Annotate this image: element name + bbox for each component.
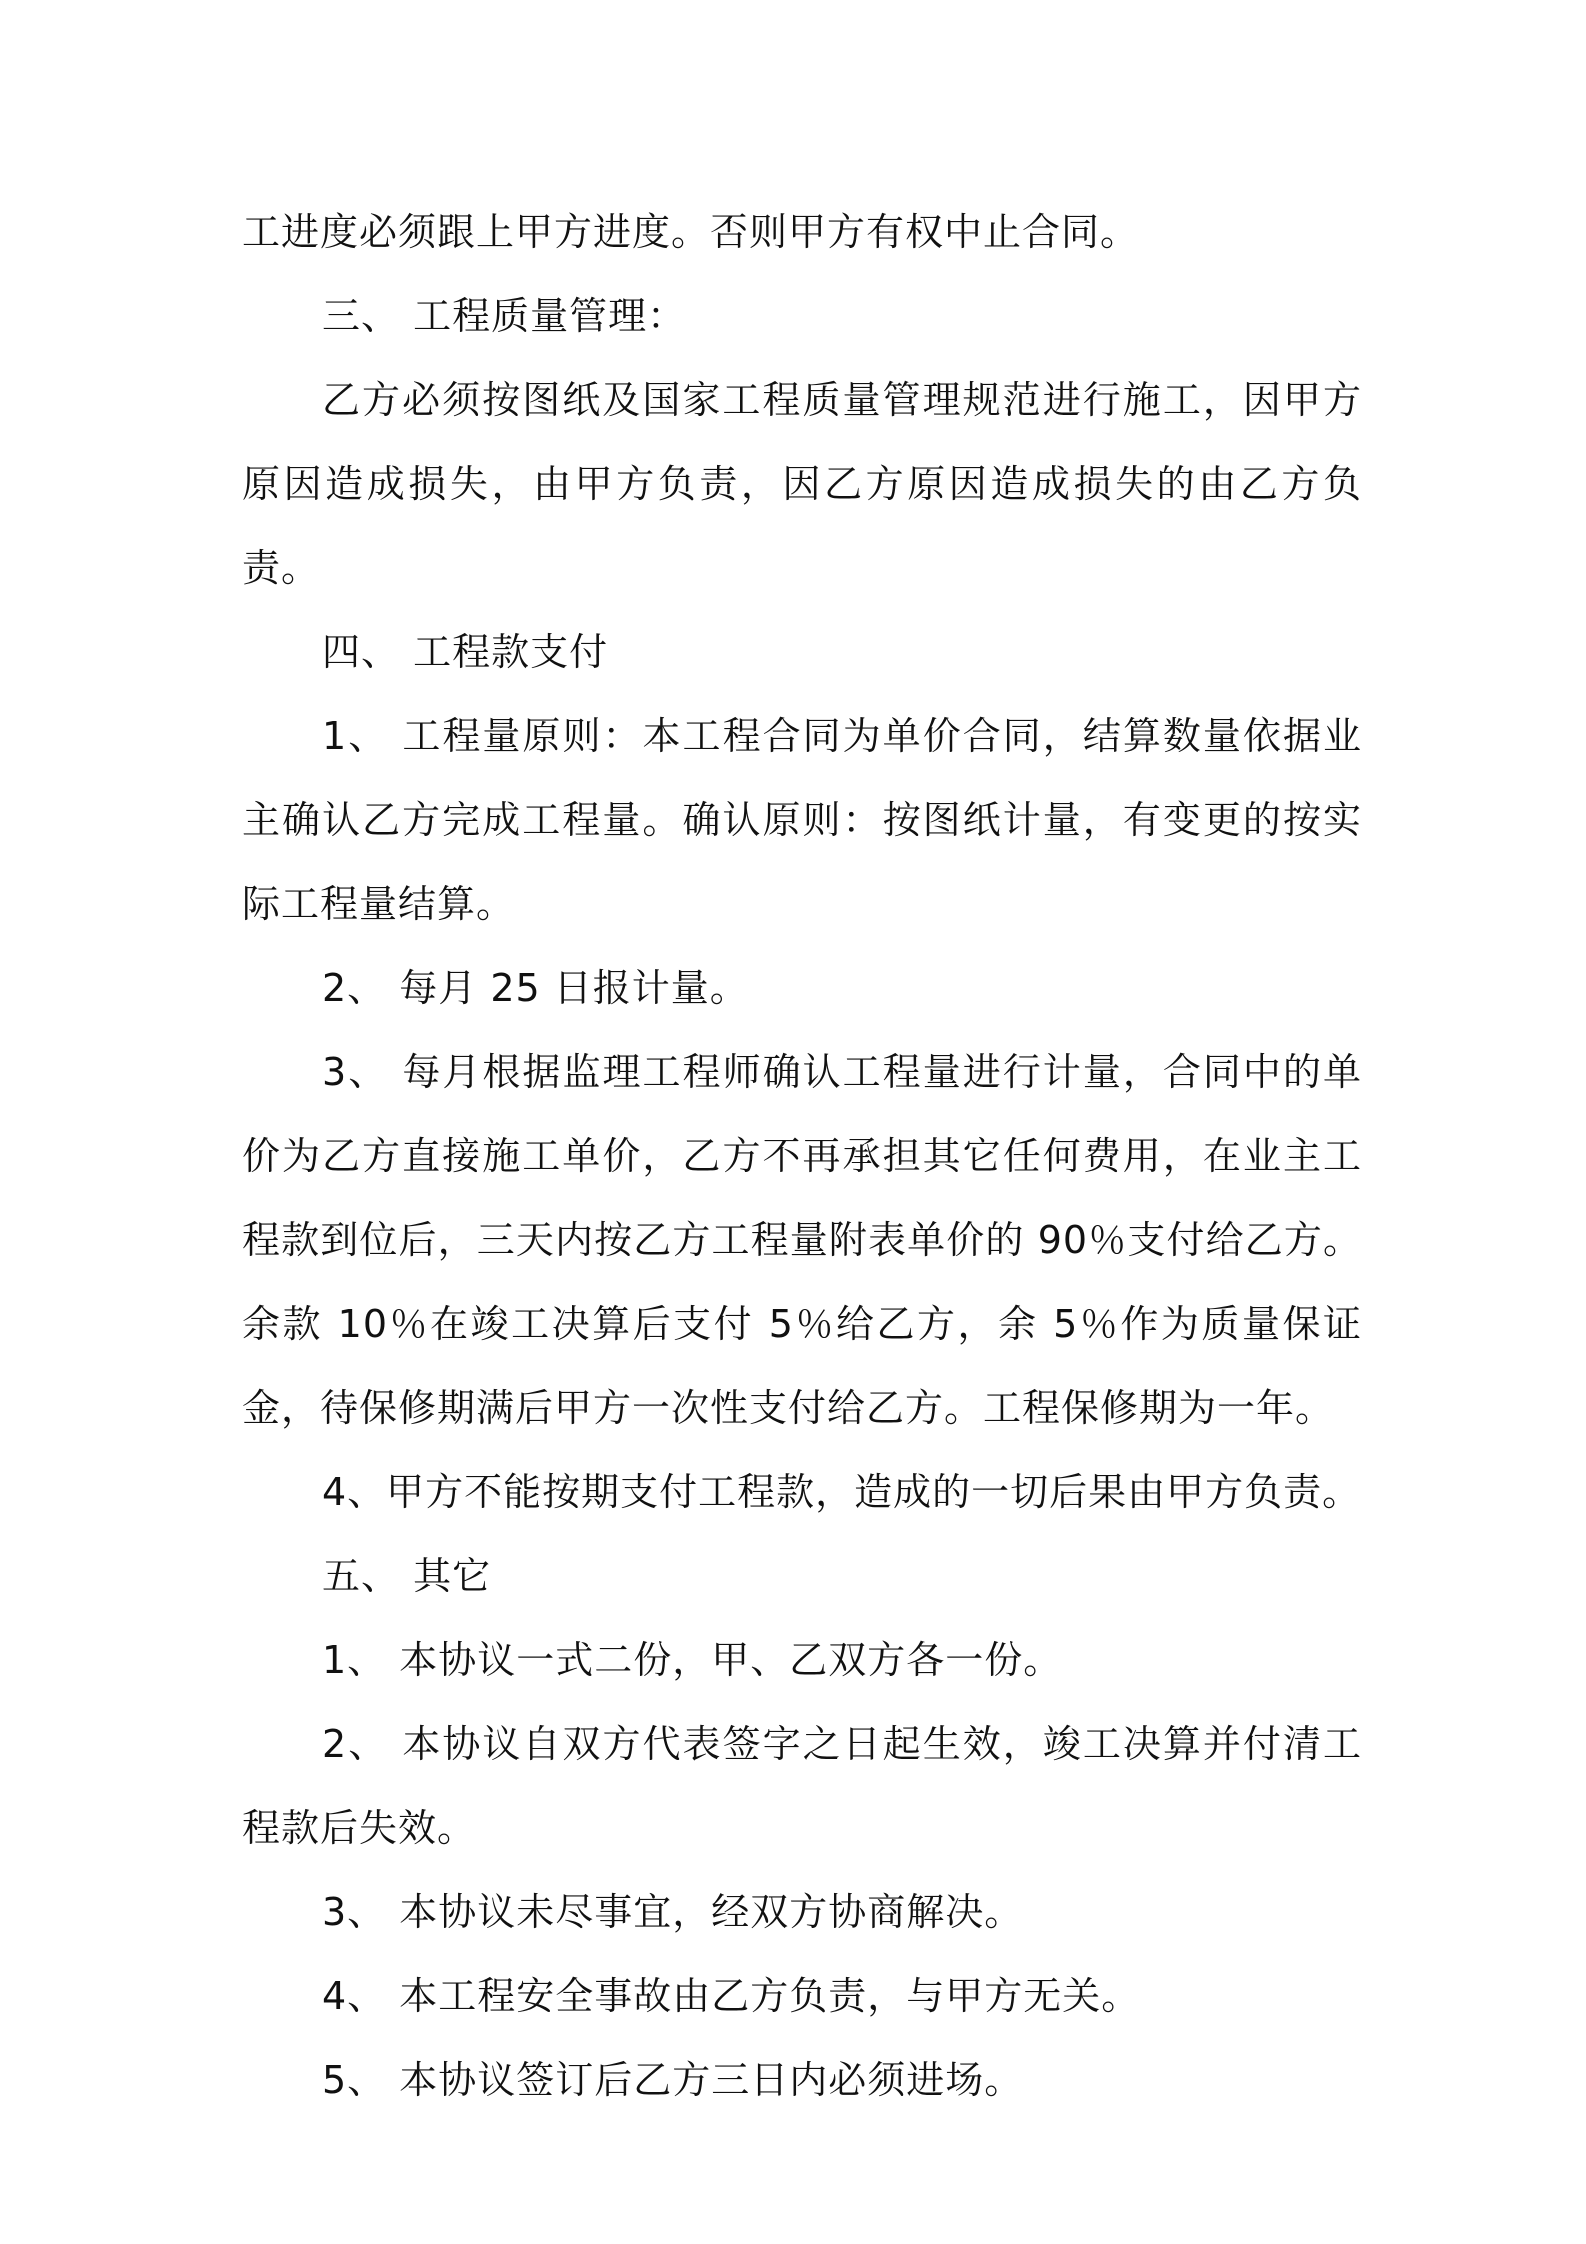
- paragraph-quality: 乙方必须按图纸及国家工程质量管理规范进行施工，因甲方原因造成损失，由甲方负责，因乙方原因造成损失的由乙方负责。: [242, 378, 1362, 590]
- section-heading-quality: 三、 工程质量管理：: [322, 294, 687, 338]
- paragraph-continuation: 工进度必须跟上甲方进度。否则甲方有权中止合同。: [242, 210, 1140, 254]
- other-item-3: 3、 本协议未尽事宜，经双方协商解决。: [322, 1890, 1024, 1934]
- other-item-1: 1、 本协议一式二份，甲、乙双方各一份。: [322, 1638, 1063, 1682]
- payment-item-3: 3、 每月根据监理工程师确认工程量进行计量，合同中的单价为乙方直接施工单价，乙方不再承担其它任何费用，在业主工程款到位后，三天内按乙方工程量附表单价的 90％支付给乙方。余款 10％在竣工决算后支付 5％给乙方，余 5％作为质量保证金，待保修期满后甲方一次性支付给乙方。工程保修期为一年。: [242, 1050, 1362, 1430]
- section-heading-payment: 四、 工程款支付: [322, 630, 609, 674]
- payment-item-1: 1、 工程量原则：本工程合同为单价合同，结算数量依据业主确认乙方完成工程量。确认原则：按图纸计量，有变更的按实际工程量结算。: [242, 714, 1362, 926]
- other-item-2: 2、 本协议自双方代表签字之日起生效，竣工决算并付清工程款后失效。: [242, 1722, 1362, 1850]
- payment-item-2: 2、 每月 25 日报计量。: [322, 966, 749, 1010]
- section-heading-other: 五、 其它: [322, 1554, 492, 1598]
- payment-item-4: 4、甲方不能按期支付工程款，造成的一切后果由甲方负责。: [322, 1470, 1362, 1514]
- other-item-5: 5、 本协议签订后乙方三日内必须进场。: [322, 2058, 1024, 2102]
- other-item-4: 4、 本工程安全事故由乙方负责，与甲方无关。: [322, 1974, 1141, 2018]
- document-body: [242, 190, 1362, 2122]
